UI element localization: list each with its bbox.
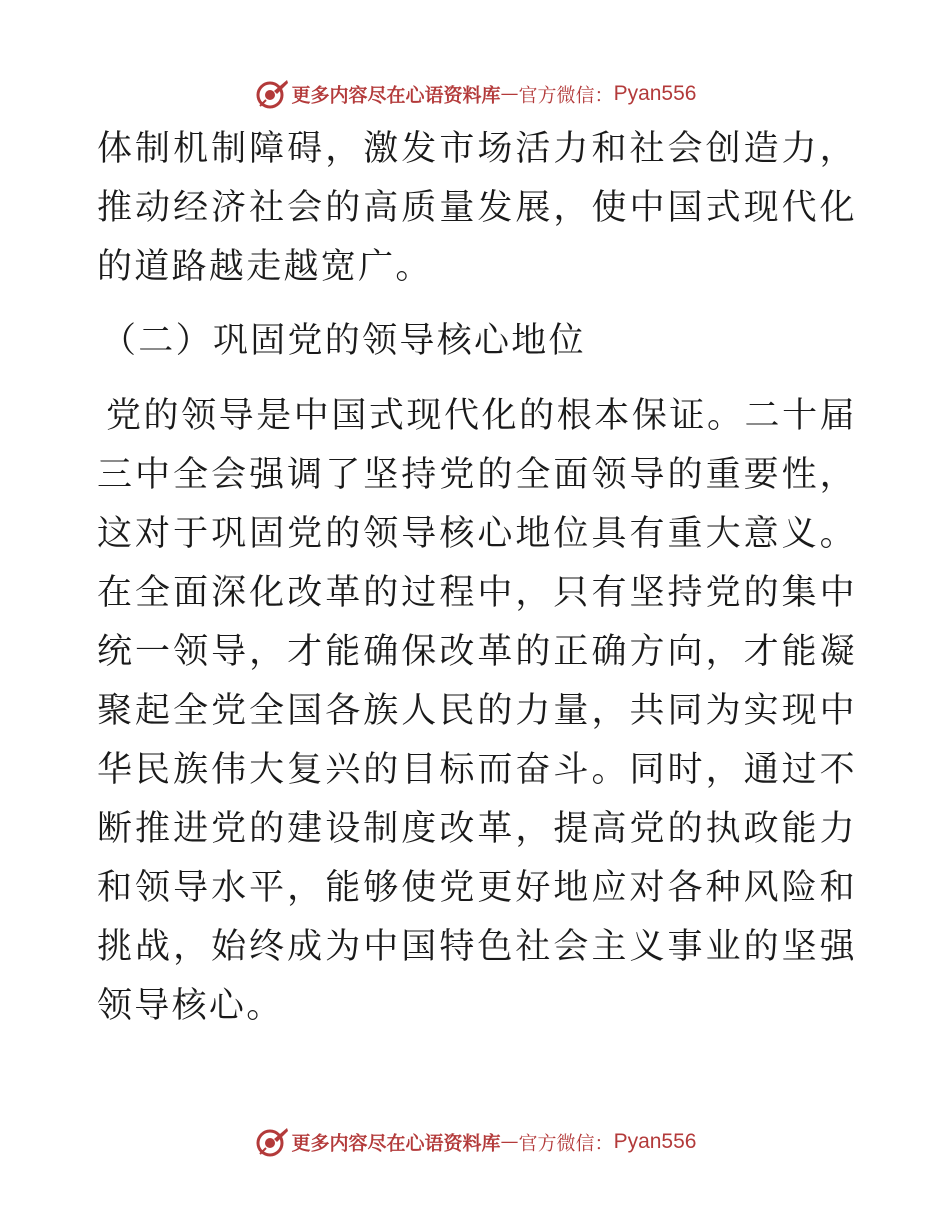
footer-watermark: [0, 1126, 950, 1158]
body-paragraph: 党的领导是中国式现代化的根本保证。二十届三中全会强调了坚持党的全面领导的重要性，这对于巩固党的领导核心地位具有重大意义。在全面深化改革的过程中，只有坚持党的集中统一领导，才能确保改革的正确方向，才能凝聚起全党全国各族人民的力量，共同为实现中华民族伟大复兴的目标而奋斗。同时，通过不断推进党的建设制度改革，提高党的执政能力和领导水平，能够使党更好地应对各种风险和挑战，始终成为中国特色社会主义事业的坚强领导核心。: [97, 396, 857, 1026]
watermark-main-text: 更多内容尽在心语资料库: [291, 1132, 501, 1155]
continued-paragraph: 体制机制障碍，激发市场活力和社会创造力，推动经济社会的高质量发展，使中国式现代化的道路越走越宽广。: [97, 129, 857, 287]
watermark-sub-text: 官方微信：: [518, 1132, 614, 1155]
document-body: [97, 120, 857, 1036]
watermark-account-id: Pyan556: [613, 82, 697, 105]
watermark-account-id: Pyan556: [613, 1130, 697, 1153]
pen-nib-logo-icon: [254, 1126, 290, 1158]
pen-nib-logo-icon: [254, 78, 290, 110]
watermark-dash: —: [500, 83, 519, 105]
header-watermark: [0, 78, 950, 110]
watermark-sub-text: 官方微信：: [518, 84, 614, 107]
watermark-main-text: 更多内容尽在心语资料库: [291, 84, 501, 107]
watermark-dash: —: [500, 1131, 519, 1153]
section-heading: （二）巩固党的领导核心地位: [101, 321, 586, 361]
